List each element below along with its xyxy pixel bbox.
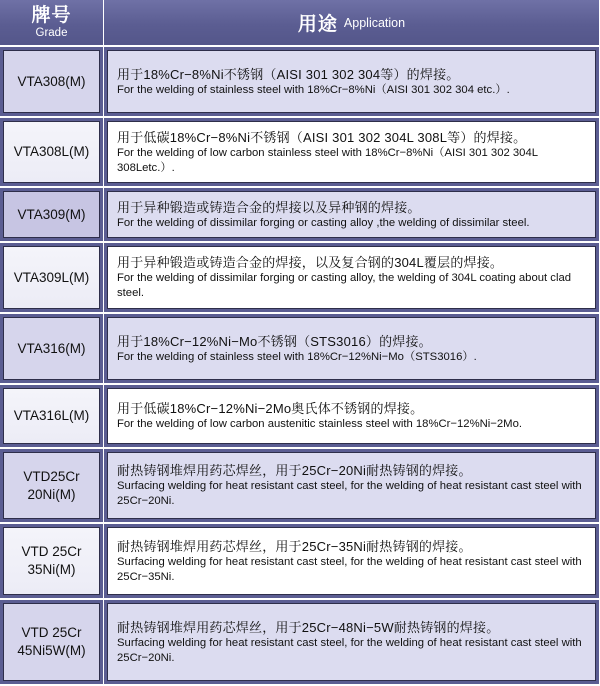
application-zh: 耐热铸钢堆焊用药芯焊丝，用于25Cr−20Ni耐热铸钢的焊接。 [117,463,472,478]
application-en: Surfacing welding for heat resistant cast steel, for the welding of heat resistant cast steel with 25Cr−20Ni. [117,636,582,664]
grade-cell [0,524,104,600]
header-app-en: Application [343,15,406,30]
application-zh: 耐热铸钢堆焊用药芯焊丝，用于25Cr−48Ni−5W耐热铸钢的焊接。 [117,619,500,635]
grade-label: VTA316(M) [17,340,86,356]
application-zh: 耐热铸钢堆焊用药芯焊丝，用于25Cr−35Ni耐热铸钢的焊接。 [117,538,472,554]
grade-label: VTD25Cr 20Ni(M) [23,468,80,502]
header-grade-zh: 牌号 [31,4,72,26]
application-zh: 用于异种锻造或铸造合金的焊接，以及复合钢的304L覆层的焊接。 [117,255,504,270]
application-zh: 用于异种锻造或铸造合金的焊接以及异种钢的焊接。 [117,199,421,215]
application-cell [104,188,600,243]
grade-cell [0,449,104,524]
header-grade [0,0,104,47]
application-cell [104,118,600,188]
grade-label: VTA309L(M) [13,269,90,285]
application-cell [104,600,600,686]
grade-label: VTD 25Cr 45Ni5W(M) [17,625,86,658]
grade-cell [0,47,104,118]
application-zh: 用于低碳18%Cr−8%Ni不锈钢（AISI 301 302 304L 308L等）的焊接。 [117,129,527,145]
application-cell [104,385,600,449]
application-cell [104,449,600,524]
application-en: For the welding of low carbon austenitic stainless steel with 18%Cr−12%Ni−2Mo. [117,418,523,430]
application-cell [104,47,600,118]
header-grade-en: Grade [35,26,68,39]
grade-cell [0,314,104,385]
application-zh: 用于18%Cr−12%Ni−Mo不锈钢（STS3016）的焊接。 [117,333,432,349]
application-en: For the welding of low carbon stainless steel with 18%Cr−8%Ni（AISI 301 302 304L 308Letc.）. [117,146,538,174]
application-cell [104,524,600,600]
grade-cell [0,385,104,449]
grade-label: VTA309(M) [17,206,86,222]
application-en: Surfacing welding for heat resistant cast steel, for the welding of heat resistant cast steel with 25Cr−20Ni. [117,480,582,507]
grade-label: VTA308L(M) [13,144,90,160]
application-cell [104,314,600,385]
application-en: For the welding of dissimilar forging or casting alloy ,the welding of dissimilar steel. [117,216,530,229]
grade-label: VTA316L(M) [13,408,90,424]
header-app-zh: 用途 [297,14,338,35]
header-application [104,0,600,47]
grade-cell [0,188,104,243]
application-en: For the welding of stainless steel with 18%Cr−12%Ni−Mo（STS3016）. [117,350,477,363]
application-en: For the welding of stainless steel with 18%Cr−8%Ni（AISI 301 302 304 etc.）. [117,83,510,96]
grade-cell [0,600,104,686]
application-cell [104,243,600,314]
application-zh: 用于低碳18%Cr−12%Ni−2Mo奥氏体不锈钢的焊接。 [117,401,424,416]
application-en: Surfacing welding for heat resistant cast steel, for the welding of heat resistant cast steel with 25Cr−35Ni. [117,555,582,583]
application-en: For the welding of dissimilar forging or casting alloy, the welding of 304L coating about clad steel. [117,272,572,299]
grade-label: VTA308(M) [17,73,86,89]
grade-cell [0,243,104,314]
grade-cell [0,118,104,188]
application-zh: 用于18%Cr−8%Ni不锈钢（AISI 301 302 304等）的焊接。 [117,66,460,82]
grade-label: VTD 25Cr 35Ni(M) [21,544,82,577]
